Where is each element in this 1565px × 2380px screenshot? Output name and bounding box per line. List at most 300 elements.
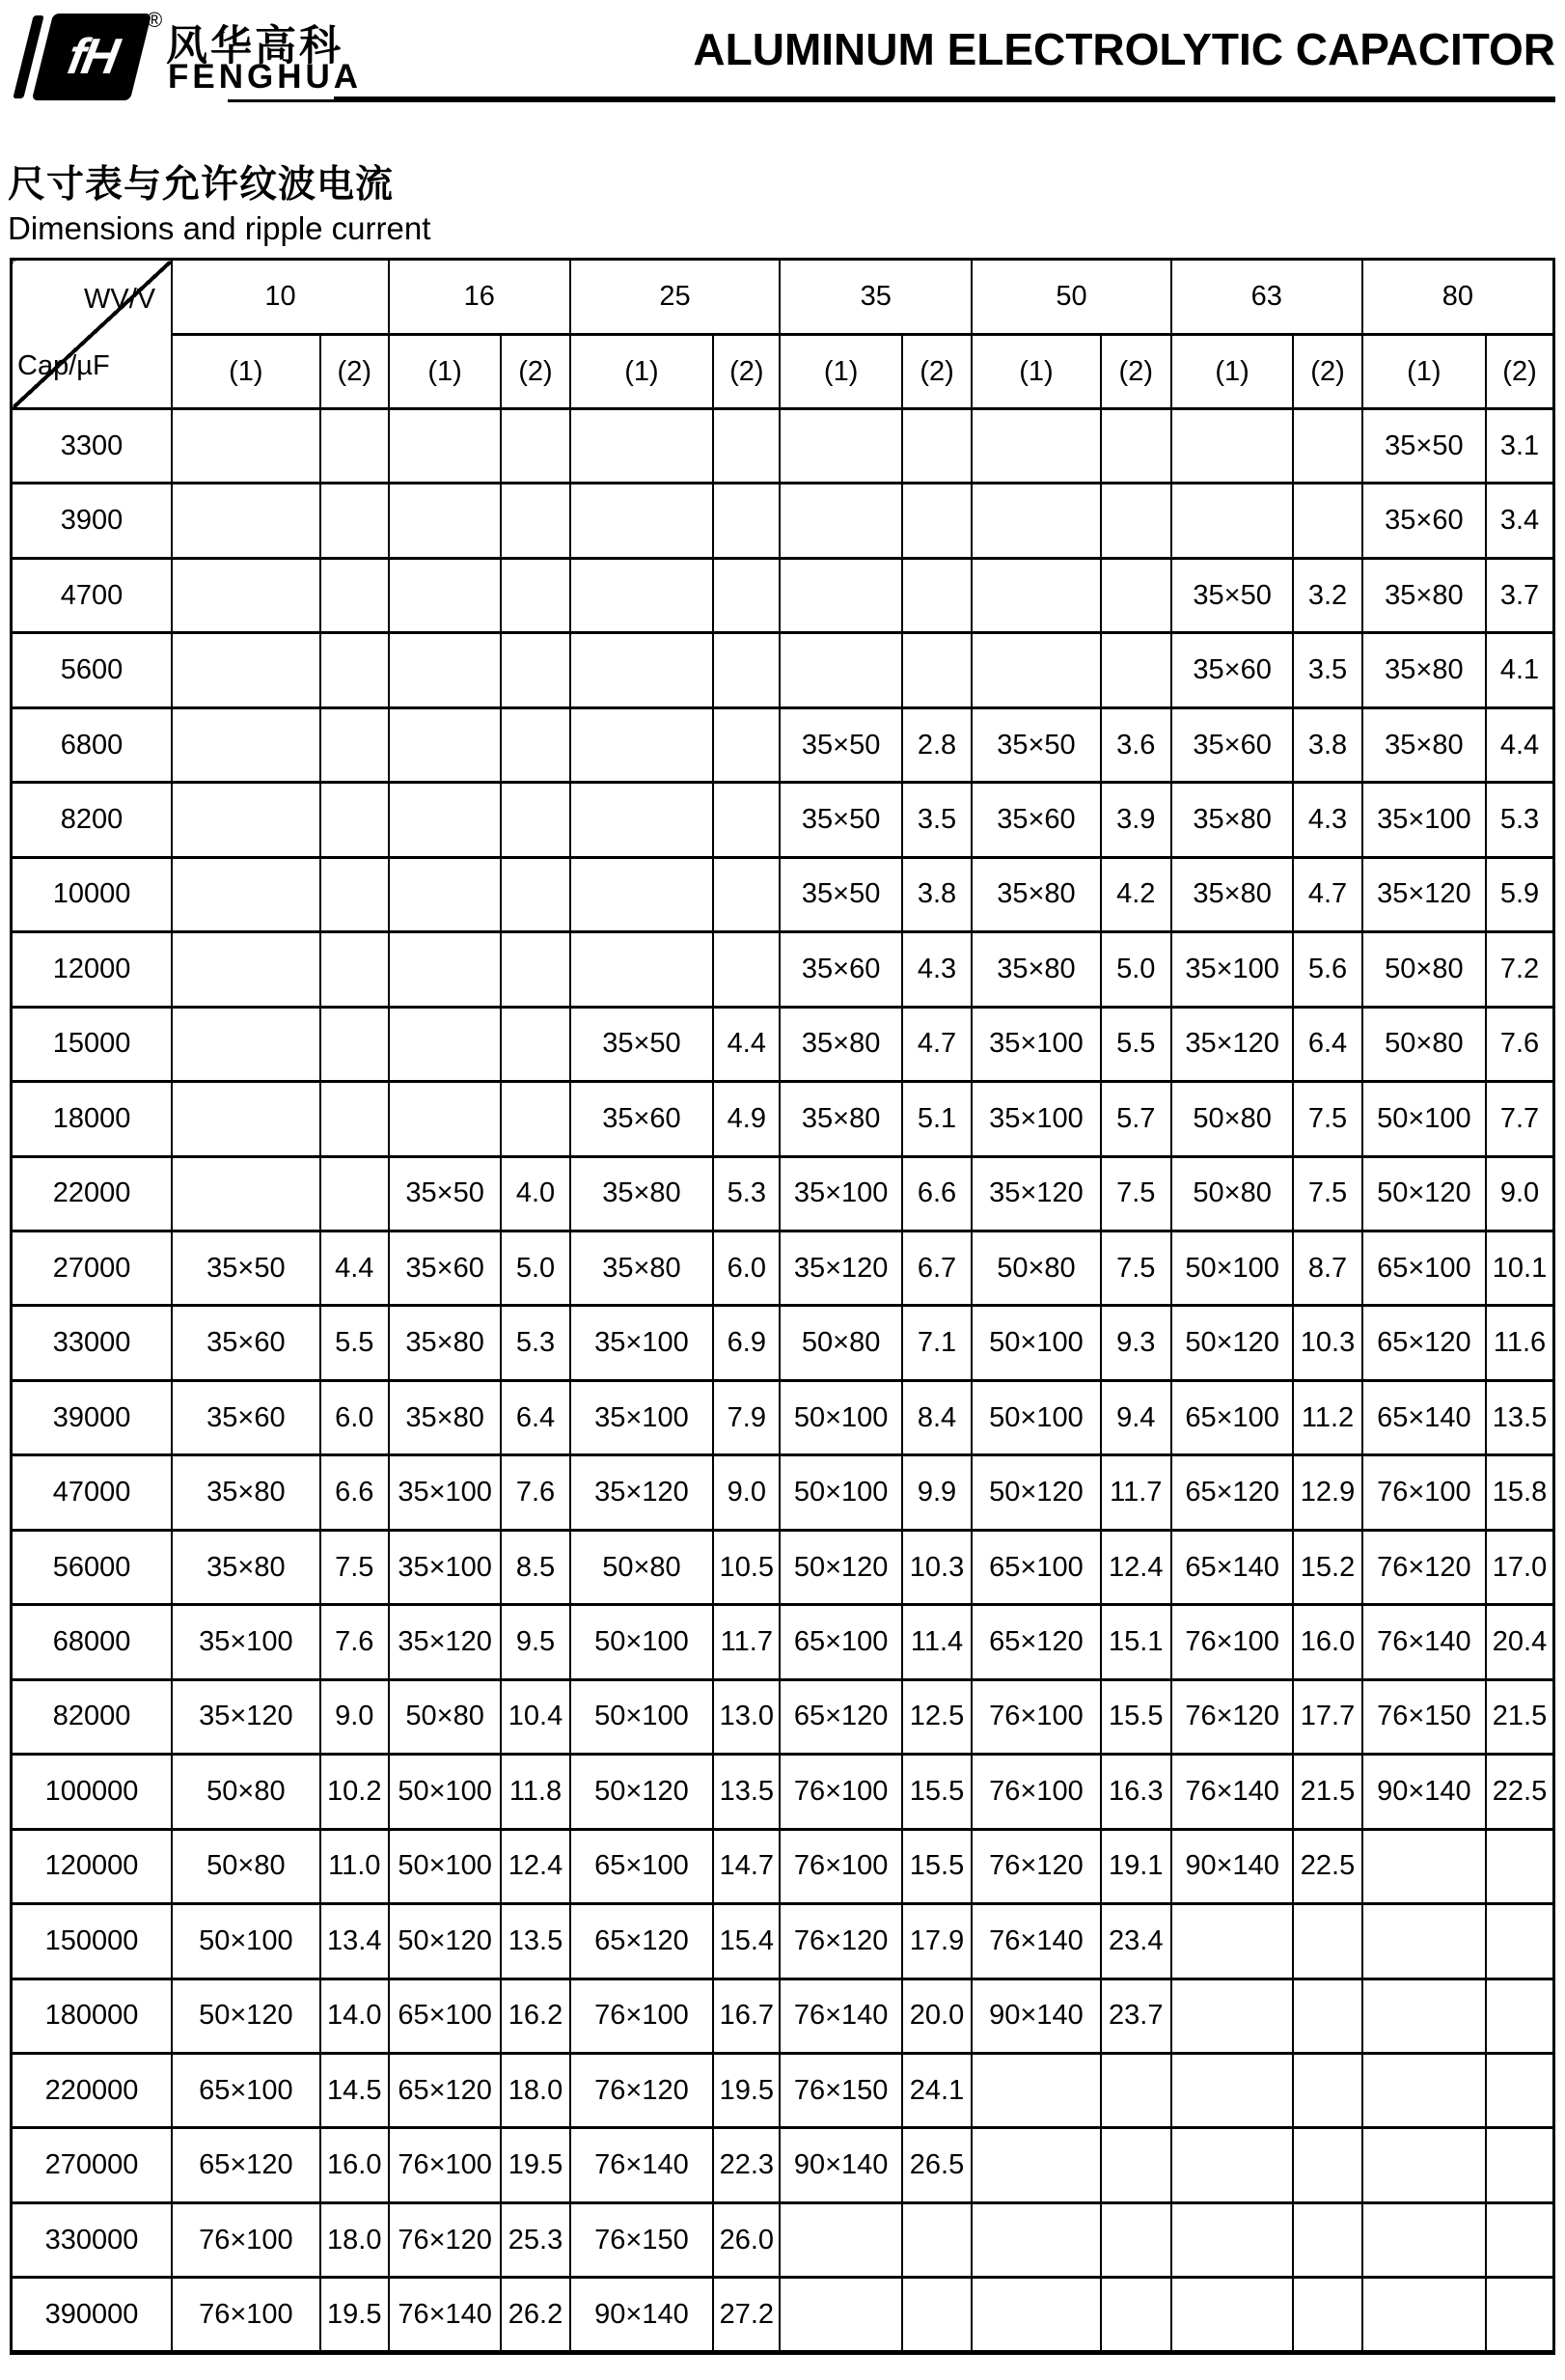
dimension-cell (389, 633, 501, 707)
ripple-current-cell: 11.0 (320, 1829, 389, 1903)
ripple-current-cell (1293, 1904, 1361, 1979)
dimension-cell: 76×120 (780, 1904, 901, 1979)
dimension-cell: 65×120 (172, 2128, 320, 2202)
dimension-cell: 35×80 (972, 932, 1101, 1007)
ripple-current-cell: 4.0 (501, 1156, 569, 1231)
ripple-current-cell: 3.4 (1486, 484, 1553, 558)
dimension-cell: 50×120 (972, 1455, 1101, 1530)
dimension-cell (1362, 1979, 1486, 2053)
ripple-current-cell: 10.4 (501, 1679, 569, 1754)
ripple-current-cell: 23.4 (1101, 1904, 1171, 1979)
ripple-current-cell (501, 783, 569, 857)
dimension-cell: 50×100 (570, 1679, 714, 1754)
dimension-cell (1171, 2278, 1293, 2353)
dimension-cell: 35×100 (389, 1530, 501, 1604)
dimension-cell: 35×50 (389, 1156, 501, 1231)
ripple-current-cell: 5.1 (902, 1082, 972, 1156)
ripple-current-cell: 3.5 (1293, 633, 1361, 707)
ripple-current-cell (1293, 484, 1361, 558)
ripple-current-cell: 11.7 (713, 1605, 780, 1679)
ripple-current-cell: 24.1 (902, 2053, 972, 2127)
dimension-cell: 35×80 (1362, 633, 1486, 707)
ripple-current-cell (713, 484, 780, 558)
dimension-cell: 76×100 (389, 2128, 501, 2202)
ripple-current-cell (320, 1007, 389, 1081)
voltage-header-cell: 50 (972, 260, 1171, 335)
dimension-cell: 50×80 (172, 1755, 320, 1829)
dimension-cell: 65×120 (1362, 1306, 1486, 1380)
ripple-current-cell: 23.7 (1101, 1979, 1171, 2053)
dimension-cell (780, 409, 901, 484)
ripple-current-cell: 10.1 (1486, 1231, 1553, 1305)
dimension-cell (972, 558, 1101, 632)
subheader-cell: (2) (320, 335, 389, 409)
ripple-current-cell: 4.1 (1486, 633, 1553, 707)
dimension-cell (972, 2053, 1101, 2127)
ripple-current-cell: 20.4 (1486, 1605, 1553, 1679)
dimension-cell (1171, 2053, 1293, 2127)
dimension-cell: 35×80 (172, 1530, 320, 1604)
ripple-current-cell: 11.2 (1293, 1380, 1361, 1454)
capacitance-cell: 56000 (12, 1530, 173, 1604)
dimension-cell: 76×100 (172, 2202, 320, 2277)
dimension-cell (570, 707, 714, 782)
dimension-cell (1362, 1829, 1486, 1903)
dimension-cell: 76×120 (389, 2202, 501, 2277)
voltage-header-cell: 63 (1171, 260, 1362, 335)
ripple-current-cell (713, 857, 780, 931)
dimension-cell: 76×120 (570, 2053, 714, 2127)
dimension-cell: 50×100 (570, 1605, 714, 1679)
ripple-current-cell: 7.5 (1293, 1156, 1361, 1231)
dimension-cell: 35×100 (389, 1455, 501, 1530)
ripple-current-cell: 2.8 (902, 707, 972, 782)
ripple-current-cell: 7.2 (1486, 932, 1553, 1007)
dimension-cell: 35×80 (570, 1156, 714, 1231)
dimension-cell: 35×100 (570, 1306, 714, 1380)
subheader-row (12, 335, 1554, 409)
ripple-current-cell: 7.5 (320, 1530, 389, 1604)
table-row (12, 1380, 1554, 1454)
dimension-cell: 76×100 (1362, 1455, 1486, 1530)
ripple-current-cell: 4.3 (1293, 783, 1361, 857)
dimension-cell: 35×50 (570, 1007, 714, 1081)
dimension-cell: 76×120 (972, 1829, 1101, 1903)
dimension-cell: 76×140 (570, 2128, 714, 2202)
ripple-current-cell: 15.2 (1293, 1530, 1361, 1604)
ripple-current-cell: 10.3 (902, 1530, 972, 1604)
table-row (12, 1306, 1554, 1380)
ripple-current-cell: 12.9 (1293, 1455, 1361, 1530)
dimension-cell (172, 484, 320, 558)
table-row (12, 707, 1554, 782)
ripple-current-cell: 18.0 (501, 2053, 569, 2127)
dimension-cell: 35×120 (780, 1231, 901, 1305)
ripple-current-cell: 4.7 (1293, 857, 1361, 931)
ripple-current-cell: 6.4 (1293, 1007, 1361, 1081)
subheader-cell: (2) (501, 335, 569, 409)
ripple-current-cell: 21.5 (1293, 1755, 1361, 1829)
dimension-cell: 35×50 (780, 783, 901, 857)
ripple-current-cell (501, 633, 569, 707)
dimension-cell: 90×140 (1171, 1829, 1293, 1903)
ripple-current-cell (501, 857, 569, 931)
ripple-current-cell (1101, 2128, 1171, 2202)
dimension-cell: 65×100 (972, 1530, 1101, 1604)
ripple-current-cell: 4.2 (1101, 857, 1171, 931)
subheader-cell: (2) (713, 335, 780, 409)
dimension-cell (389, 558, 501, 632)
subheader-cell: (1) (172, 335, 320, 409)
capacitance-cell: 12000 (12, 932, 173, 1007)
ripple-current-cell: 5.9 (1486, 857, 1553, 931)
ripple-current-cell: 26.5 (902, 2128, 972, 2202)
ripple-current-cell: 3.8 (1293, 707, 1361, 782)
ripple-current-cell (501, 1007, 569, 1081)
fenghua-logo-icon (32, 14, 151, 100)
dimension-cell: 50×120 (389, 1904, 501, 1979)
dimension-cell: 50×80 (389, 1679, 501, 1754)
dimension-cell: 35×100 (972, 1082, 1101, 1156)
capacitance-cell: 4700 (12, 558, 173, 632)
capacitance-cell: 82000 (12, 1679, 173, 1754)
ripple-current-cell: 5.7 (1101, 1082, 1171, 1156)
ripple-current-cell (320, 932, 389, 1007)
ripple-current-cell: 7.6 (1486, 1007, 1553, 1081)
ripple-current-cell (501, 932, 569, 1007)
table-row (12, 1082, 1554, 1156)
dimension-cell: 35×80 (780, 1082, 901, 1156)
voltage-header-cell: 10 (172, 260, 389, 335)
ripple-current-cell: 16.0 (320, 2128, 389, 2202)
dimension-cell (570, 783, 714, 857)
ripple-current-cell (1101, 2053, 1171, 2127)
ripple-current-cell (501, 484, 569, 558)
ripple-current-cell: 17.9 (902, 1904, 972, 1979)
ripple-current-cell: 13.4 (320, 1904, 389, 1979)
ripple-current-cell: 19.5 (501, 2128, 569, 2202)
fenghua-logo-monogram: fH (63, 29, 121, 85)
ripple-current-cell (902, 409, 972, 484)
ripple-current-cell (320, 783, 389, 857)
ripple-current-cell (902, 633, 972, 707)
ripple-current-cell (1101, 2202, 1171, 2277)
ripple-current-cell: 14.0 (320, 1979, 389, 2053)
dimension-cell (172, 409, 320, 484)
table-row (12, 484, 1554, 558)
subheader-cell: (1) (570, 335, 714, 409)
voltage-header-cell: 16 (389, 260, 570, 335)
ripple-current-cell: 16.7 (713, 1979, 780, 2053)
ripple-current-cell (1486, 1904, 1553, 1979)
dimension-cell: 50×120 (172, 1979, 320, 2053)
dimension-cell: 35×80 (972, 857, 1101, 931)
table-row (12, 633, 1554, 707)
ripple-current-cell: 19.5 (320, 2278, 389, 2353)
ripple-current-cell (1486, 1829, 1553, 1903)
ripple-current-cell (902, 2202, 972, 2277)
capacitance-cell: 390000 (12, 2278, 173, 2353)
dimension-cell (1171, 2128, 1293, 2202)
dimension-cell: 76×140 (972, 1904, 1101, 1979)
table-row (12, 2053, 1554, 2127)
dimension-cell: 50×100 (780, 1455, 901, 1530)
dimension-cell (570, 484, 714, 558)
table-row (12, 932, 1554, 1007)
dimension-cell: 35×80 (389, 1380, 501, 1454)
ripple-current-cell: 7.5 (1101, 1231, 1171, 1305)
subheader-cell: (1) (389, 335, 501, 409)
table-row (12, 558, 1554, 632)
dimension-cell: 35×60 (172, 1306, 320, 1380)
ripple-current-cell (713, 707, 780, 782)
ripple-current-cell: 4.3 (902, 932, 972, 1007)
capacitance-cell: 180000 (12, 1979, 173, 2053)
ripple-current-cell (902, 2278, 972, 2353)
ripple-current-cell: 20.0 (902, 1979, 972, 2053)
ripple-current-cell: 6.7 (902, 1231, 972, 1305)
dimension-cell: 76×100 (972, 1755, 1101, 1829)
dimension-cell (172, 633, 320, 707)
dimension-cell (1362, 2053, 1486, 2127)
dimension-cell: 65×120 (972, 1605, 1101, 1679)
ripple-current-cell (1486, 2202, 1553, 2277)
dimension-cell (389, 1082, 501, 1156)
table-row (12, 1156, 1554, 1231)
dimension-cell (1171, 2202, 1293, 2277)
ripple-current-cell (1293, 2278, 1361, 2353)
dimension-cell: 35×50 (972, 707, 1101, 782)
dimension-cell: 76×100 (570, 1979, 714, 2053)
subheader-cell: (1) (1362, 335, 1486, 409)
dimension-cell (1171, 1979, 1293, 2053)
capacitance-cell: 47000 (12, 1455, 173, 1530)
dimension-cell: 35×80 (172, 1455, 320, 1530)
ripple-current-cell: 15.5 (902, 1755, 972, 1829)
ripple-current-cell: 16.3 (1101, 1755, 1171, 1829)
ripple-current-cell: 27.2 (713, 2278, 780, 2353)
ripple-current-cell: 9.3 (1101, 1306, 1171, 1380)
dimension-cell (972, 633, 1101, 707)
dimension-cell: 50×100 (972, 1306, 1101, 1380)
ripple-current-cell: 3.9 (1101, 783, 1171, 857)
dimension-cell (972, 409, 1101, 484)
ripple-current-cell: 10.5 (713, 1530, 780, 1604)
ripple-current-cell: 17.7 (1293, 1679, 1361, 1754)
ripple-current-cell: 6.6 (902, 1156, 972, 1231)
dimension-cell: 76×150 (570, 2202, 714, 2277)
capacitance-cell: 15000 (12, 1007, 173, 1081)
dimension-cell (570, 857, 714, 931)
table-row (12, 783, 1554, 857)
table-row (12, 1007, 1554, 1081)
ripple-current-cell: 16.0 (1293, 1605, 1361, 1679)
dimension-cell (780, 484, 901, 558)
dimension-cell: 76×100 (1171, 1605, 1293, 1679)
dimension-cell: 76×120 (1171, 1679, 1293, 1754)
dimension-cell (389, 857, 501, 931)
capacitance-cell: 27000 (12, 1231, 173, 1305)
capacitance-cell: 3900 (12, 484, 173, 558)
brand-name-english: FENGHUA (168, 58, 363, 96)
capacitance-cell: 6800 (12, 707, 173, 782)
capacitance-cell: 8200 (12, 783, 173, 857)
table-row (12, 1231, 1554, 1305)
ripple-current-cell: 7.5 (1101, 1156, 1171, 1231)
ripple-current-cell: 9.0 (1486, 1156, 1553, 1231)
section-heading-english: Dimensions and ripple current (8, 210, 431, 246)
ripple-current-cell: 6.9 (713, 1306, 780, 1380)
dimension-cell (570, 633, 714, 707)
ripple-current-cell: 11.8 (501, 1755, 569, 1829)
ripple-current-cell (1101, 633, 1171, 707)
dimension-cell (1362, 1904, 1486, 1979)
ripple-current-cell: 22.3 (713, 2128, 780, 2202)
ripple-current-cell: 12.4 (1101, 1530, 1171, 1604)
dimension-cell: 76×120 (1362, 1530, 1486, 1604)
dimension-cell: 65×140 (1362, 1380, 1486, 1454)
dimension-cell (1171, 484, 1293, 558)
dimension-cell: 50×80 (172, 1829, 320, 1903)
ripple-current-cell: 25.3 (501, 2202, 569, 2277)
ripple-current-cell: 15.5 (1101, 1679, 1171, 1754)
dimension-cell: 35×60 (172, 1380, 320, 1454)
table-row (12, 1755, 1554, 1829)
dimension-cell: 50×100 (1171, 1231, 1293, 1305)
ripple-current-cell: 15.8 (1486, 1455, 1553, 1530)
dimension-cell: 50×80 (1171, 1156, 1293, 1231)
ripple-current-cell: 3.6 (1101, 707, 1171, 782)
ripple-current-cell: 5.5 (320, 1306, 389, 1380)
ripple-current-cell (1293, 409, 1361, 484)
capacitance-cell: 33000 (12, 1306, 173, 1380)
dimension-cell (1362, 2202, 1486, 2277)
ripple-current-cell: 13.0 (713, 1679, 780, 1754)
dimension-cell: 65×100 (570, 1829, 714, 1903)
ripple-current-cell: 4.9 (713, 1082, 780, 1156)
dimension-cell (389, 707, 501, 782)
dimension-cell: 35×120 (1362, 857, 1486, 931)
ripple-current-cell: 13.5 (713, 1755, 780, 1829)
ripple-current-cell: 11.6 (1486, 1306, 1553, 1380)
ripple-current-cell: 8.4 (902, 1380, 972, 1454)
ripple-current-cell (1486, 2128, 1553, 2202)
dimension-cell (570, 558, 714, 632)
dimension-cell: 35×60 (1362, 484, 1486, 558)
voltage-header-cell: 25 (570, 260, 781, 335)
ripple-current-cell (713, 558, 780, 632)
table-row (12, 1605, 1554, 1679)
dimension-cell (780, 2202, 901, 2277)
dimension-cell: 35×120 (1171, 1007, 1293, 1081)
dimension-cell: 35×50 (780, 857, 901, 931)
dimension-cell: 50×100 (389, 1755, 501, 1829)
capacitance-cell: 68000 (12, 1605, 173, 1679)
section-heading-chinese: 尺寸表与允许纹波电流 (8, 164, 395, 206)
ripple-current-cell: 9.9 (902, 1455, 972, 1530)
ripple-current-cell: 3.5 (902, 783, 972, 857)
ripple-current-cell: 15.4 (713, 1904, 780, 1979)
ripple-current-cell: 3.7 (1486, 558, 1553, 632)
dimension-cell: 65×100 (1362, 1231, 1486, 1305)
ripple-current-cell: 4.4 (713, 1007, 780, 1081)
subheader-cell: (2) (1486, 335, 1553, 409)
corner-label-capacitance: Cap/µF (17, 350, 110, 381)
ripple-current-cell: 15.5 (902, 1829, 972, 1903)
ripple-current-cell: 18.0 (320, 2202, 389, 2277)
dimension-cell: 76×140 (1171, 1755, 1293, 1829)
dimension-cell (172, 857, 320, 931)
dimension-cell: 35×80 (1171, 783, 1293, 857)
capacitance-cell: 3300 (12, 409, 173, 484)
dimension-cell (172, 1156, 320, 1231)
ripple-current-cell: 9.5 (501, 1605, 569, 1679)
dimension-cell (972, 2202, 1101, 2277)
ripple-current-cell (1101, 2278, 1171, 2353)
dimension-cell (172, 1007, 320, 1081)
ripple-current-cell: 19.1 (1101, 1829, 1171, 1903)
table-row (12, 1904, 1554, 1979)
dimension-cell: 35×120 (972, 1156, 1101, 1231)
ripple-current-cell (902, 484, 972, 558)
ripple-current-cell (320, 1156, 389, 1231)
ripple-current-cell: 5.3 (1486, 783, 1553, 857)
ripple-current-cell: 5.0 (501, 1231, 569, 1305)
dimension-cell: 76×140 (389, 2278, 501, 2353)
dimension-cell: 50×80 (780, 1306, 901, 1380)
ripple-current-cell (1293, 1979, 1361, 2053)
ripple-current-cell: 10.3 (1293, 1306, 1361, 1380)
voltage-header-cell: 35 (780, 260, 972, 335)
dimension-cell: 35×100 (1171, 932, 1293, 1007)
ripple-current-cell (902, 558, 972, 632)
ripple-current-cell (501, 707, 569, 782)
dimension-cell: 50×100 (389, 1829, 501, 1903)
ripple-current-cell: 7.7 (1486, 1082, 1553, 1156)
dimension-cell: 35×60 (972, 783, 1101, 857)
ripple-current-cell (713, 633, 780, 707)
dimension-cell: 35×50 (172, 1231, 320, 1305)
dimension-cell (1362, 2128, 1486, 2202)
dimension-cell: 50×100 (172, 1904, 320, 1979)
capacitance-cell: 270000 (12, 2128, 173, 2202)
document-title: ALUMINUM ELECTROLYTIC CAPACITOR (693, 24, 1555, 74)
dimension-cell: 35×120 (172, 1679, 320, 1754)
subheader-cell: (2) (1101, 335, 1171, 409)
registered-trademark-symbol: ® (147, 8, 163, 32)
dimension-cell: 90×140 (780, 2128, 901, 2202)
dimension-cell: 65×100 (389, 1979, 501, 2053)
dimension-cell: 50×100 (1362, 1082, 1486, 1156)
ripple-current-cell (320, 484, 389, 558)
dimension-cell: 35×60 (1171, 633, 1293, 707)
dimension-cell: 35×80 (570, 1231, 714, 1305)
dimension-cell: 50×80 (972, 1231, 1101, 1305)
ripple-current-cell: 14.7 (713, 1829, 780, 1903)
dimension-cell: 76×140 (780, 1979, 901, 2053)
capacitance-cell: 22000 (12, 1156, 173, 1231)
dimension-cell: 35×50 (780, 707, 901, 782)
capacitance-cell: 100000 (12, 1755, 173, 1829)
dimension-cell: 65×120 (1171, 1455, 1293, 1530)
ripple-current-cell (713, 932, 780, 1007)
dimension-cell: 76×100 (780, 1829, 901, 1903)
ripple-current-cell (501, 1082, 569, 1156)
corner-header-cell (12, 260, 173, 409)
dimension-cell: 90×140 (972, 1979, 1101, 2053)
ripple-current-cell (713, 409, 780, 484)
ripple-current-cell: 7.6 (501, 1455, 569, 1530)
